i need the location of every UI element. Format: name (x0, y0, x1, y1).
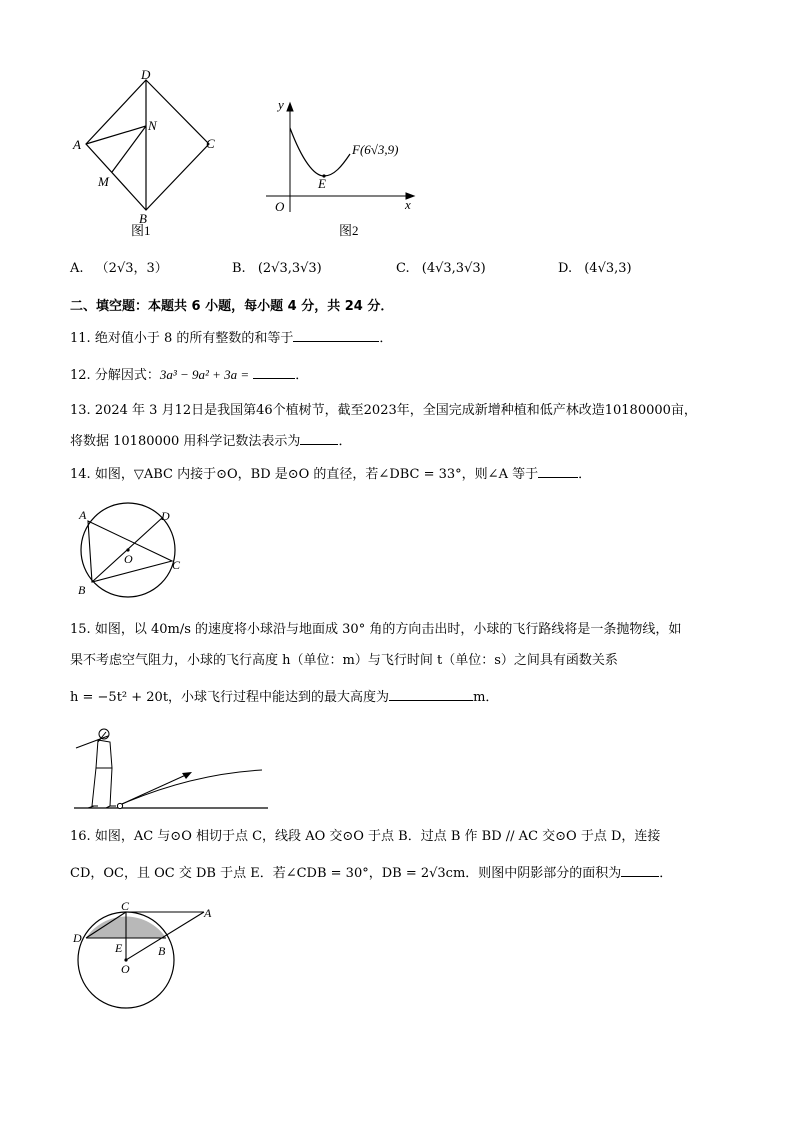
q13-number: 13. (70, 403, 91, 418)
label-x: x (405, 197, 411, 212)
label-d: D (141, 68, 151, 82)
q14-number: 14. (70, 467, 91, 482)
label-f: F(6√3,9) (352, 142, 399, 157)
y-axis-arrow (287, 103, 293, 111)
q16-line-1: 如图，AC 与⊙O 相切于点 C，线段 AO 交⊙O 于点 B．过点 B 作 BD // AC 交⊙O 于点 D，连接 (94, 829, 661, 844)
label-e: E (318, 176, 326, 191)
label-m: M (98, 174, 109, 189)
option-b-letter: B. (232, 261, 246, 276)
q12-text: 分解因式： (94, 368, 160, 383)
option-d-value: (4√3,3) (584, 261, 632, 276)
q15-number: 15. (70, 622, 91, 637)
section-heading: 二、填空题：本题共 6 小题，每小题 4 分，共 24 分． (70, 299, 394, 314)
figure-2 (262, 96, 422, 244)
label-c: C (121, 900, 130, 913)
option-d (558, 260, 632, 278)
square-abcd (86, 80, 209, 210)
q16-answer-blank[interactable] (621, 864, 659, 877)
golfer-figure (76, 729, 116, 808)
q11-end: ． (379, 331, 393, 346)
q12-end: ． (295, 368, 309, 383)
trajectory-curve (122, 770, 262, 804)
question-11 (70, 329, 392, 348)
q13-answer-blank[interactable] (300, 432, 338, 445)
label-c: C (172, 558, 181, 572)
option-b-value: (2√3,3√3) (257, 261, 322, 276)
q15-line-2: 果不考虑空气阻力，小球的飞行高度 h（单位：m）与飞行时间 t（单位：s）之间具有函数关系 (70, 653, 618, 668)
label-o: O (124, 552, 133, 566)
q15-end: m． (473, 690, 499, 705)
option-c (396, 260, 486, 278)
label-d: D (73, 931, 82, 945)
q14-end: ． (578, 467, 592, 482)
label-b: B (139, 211, 147, 226)
label-n: N (148, 118, 157, 133)
label-c: C (206, 136, 215, 151)
label-a: A (204, 906, 212, 920)
q12-answer-blank[interactable] (253, 366, 295, 379)
q16-number: 16. (70, 829, 91, 844)
q16-end: ． (659, 866, 673, 881)
label-y: y (278, 97, 284, 112)
q11-answer-blank[interactable] (293, 329, 379, 342)
option-b (232, 260, 322, 278)
option-a-value: （2√3，3） (95, 261, 168, 276)
figure-1-caption: 图1 (131, 223, 151, 238)
label-e: E (115, 941, 123, 955)
label-o: O (121, 962, 130, 976)
option-d-letter: D. (558, 261, 573, 276)
q14-text: 如图，▽ABC 内接于⊙O，BD 是⊙O 的直径，若∠DBC = 33°，则∠A 等于 (94, 467, 539, 482)
option-c-value: (4√3,3√3) (421, 261, 486, 276)
option-a-letter: A. (70, 261, 84, 276)
question-16-line-2 (70, 864, 672, 883)
question-16-line-1 (70, 828, 660, 846)
q15-line-1: 如图，以 40m/s 的速度将小球沿与地面成 30° 角的方向击出时，小球的飞行路线将是一条抛物线，如 (94, 622, 682, 637)
q15-line-3: h = −5t² + 20t，小球飞行过程中能达到的最大高度为 (70, 690, 390, 705)
label-a: A (73, 137, 81, 152)
figure-2-caption: 图2 (339, 223, 359, 238)
figure-q15-golfer (72, 722, 272, 814)
q13-line-1: 2024 年 3 月12日是我国第46个植树节，截至2023年，全国完成新增种植和低产林改造10180000亩， (94, 403, 697, 418)
figure-q16 (70, 900, 230, 1010)
segment-mn (112, 126, 146, 172)
q15-answer-blank[interactable] (389, 688, 473, 701)
question-12 (70, 366, 308, 385)
label-b: B (78, 583, 86, 597)
parabola-curve (290, 128, 350, 176)
figure-1 (70, 68, 230, 243)
q14-answer-blank[interactable] (538, 465, 578, 478)
question-15-line-3 (70, 688, 498, 707)
question-15-line-2 (70, 652, 618, 670)
q16-line-2: CD，OC，且 OC 交 DB 于点 E．若∠CDB = 30°，DB = 2√3cm．则图中阴影部分的面积为 (70, 866, 622, 881)
option-c-letter: C. (396, 261, 410, 276)
q12-expression: 3a³ − 9a² + 3a = (159, 367, 250, 382)
question-14 (70, 465, 591, 484)
q13-end: ． (338, 434, 352, 449)
q12-number: 12. (70, 368, 91, 383)
label-b: B (158, 944, 166, 958)
figure-q14 (72, 500, 192, 600)
ball (117, 803, 122, 808)
question-13-line-2 (70, 432, 351, 451)
q11-number: 11. (70, 331, 91, 346)
label-o: O (275, 199, 285, 214)
label-a: A (79, 508, 87, 522)
label-d: D (161, 509, 170, 523)
question-15-line-1 (70, 621, 681, 639)
q13-line-2: 将数据 10180000 用科学记数法表示为 (70, 434, 301, 449)
q11-text: 绝对值小于 8 的所有整数的和等于 (94, 331, 294, 346)
question-13-line-1 (70, 402, 697, 420)
option-a (70, 260, 168, 278)
